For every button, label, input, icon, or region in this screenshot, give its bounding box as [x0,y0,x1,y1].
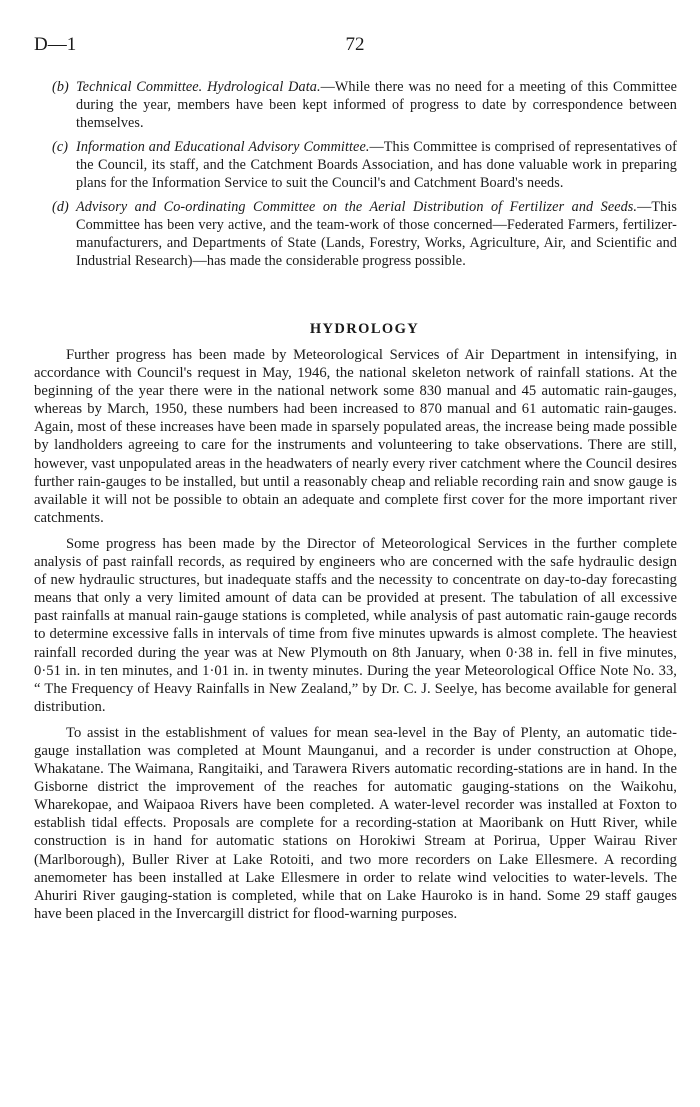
paragraph-rainfall-analysis: Some progress has been made by the Director of Meteorological Services in the further complete analysis of past rainfall records, as required by engineers who are concerned with the safe hydraulic design of new hydraulic structures, but inadequate staffs and the necessity to concentrate on day-to-day forecasting means that only a very limited amount of data can be provided at present. The tabulation of all excessive past rainfalls at manual rain-gauge stations is completed, while analysis of past automatic rain-gauge records to determine excessive falls in intervals of time from five minutes upwards is almost complete. The heaviest rainfall recorded during the year was at New Plymouth on 8th January, when 0·38 in. fell in five minutes, 0·51 in. in ten minutes, and 1·01 in. in twenty minutes. During the year Meteorological Office Note No. 33, “ The Frequency of Heavy Rainfalls in New Zealand,” by Dr. C. J. Seelye, has become available for general distribution. [34,535,677,715]
committee-list [52,78,677,270]
committee-text: —This Committee has been very active, and the team-work of those concerned—Federated Farmers, fertilizer-manufacturers, and Departments of State (Lands, Forestry, Works, Agriculture, Air, and Scientific and Industrial Research)—has made the considerable progress possible. [76,199,677,269]
committee-title: Information and Educational Advisory Committee. [76,139,370,155]
list-marker: (d) [52,199,69,215]
paragraph-rainfall-network: Further progress has been made by Meteorological Services of Air Department in intensifying, in accordance with Council's request in May, 1946, the national skeleton network of rainfall stations. At the beginning of the year there were in the national network some 830 manual and 45 automatic rain-gauges, whereas by March, 1950, these numbers had been increased to 870 manual and 61 automatic rain-gauges. Again, most of these increases have been made in sparsely populated areas, the increase being made possible by landholders agreeing to care for the instruments and volunteering to take observations. There are still, however, vast unpopulated areas in the headwaters of nearly every river catchment where the Council desires further rain-gauges to be installed, but until a reasonably cheap and reliable recording rain and snow gauge is available it will not be possible to obtain an adequate and complete first cover for the more important river catchments. [34,347,677,526]
list-item-aerial-distribution-committee [52,198,677,270]
list-marker: (b) [52,79,69,95]
section-heading-hydrology: HYDROLOGY [309,321,420,337]
committee-title: Advisory and Co-ordinating Committee on the Aerial Distribution of Fertilizer and Seeds. [76,199,638,215]
committee-text: —While there was no need for a meeting of this Committee during the year, members have been kept informed of progress to date by correspondence between themselves. [76,79,678,131]
paragraph-gauging-stations: To assist in the establishment of values for mean sea-level in the Bay of Plenty, an automatic tide-gauge installation was completed at Mount Maunganui, and a recorder is under construction at Ohope, Whakatane. The Waimana, Rangitaiki, and Tarawera Rivers automatic recording-stations are in hand. In the Gisborne district the improvement of the reaches for automatic gauging-stations on the Waikohu, Wharekopae, and Waipaoa Rivers have been completed. A water-level recorder was installed at Foxton to establish tidal effects. Proposals are complete for a recording-station at Maoribank on Hutt River, while construction is in hand for automatic stations on Horokiwi Stream at Porirua, Upper Wairau River (Marlborough), Buller River at Lake Rotoiti, and two more recorders on Lake Ellesmere. A recording anemometer has been installed at Lake Ellesmere in order to relate wind velocities to water-levels. The Ahuriri River gauging-station is completed, while that on Lake Hauroko is in hand. Some 29 staff gauges have been placed in the Invercargill district for flood-warning purposes. [34,724,677,922]
list-item-information-committee [52,138,677,192]
list-item-technical-committee [52,78,677,132]
page-content [34,78,678,931]
running-header [34,34,676,58]
committee-title: Technical Committee. Hydrological Data. [76,79,321,95]
list-marker: (c) [52,139,69,155]
committee-text: —This Committee is comprised of representatives of the Council, its staff, and the Catchment Boards Association, and has done valuable work in preparing plans for the Information Service to suit the Council's and Catchment Board's needs. [76,139,677,191]
document-reference: D—1 [34,34,77,55]
page-number: 72 [345,34,365,55]
